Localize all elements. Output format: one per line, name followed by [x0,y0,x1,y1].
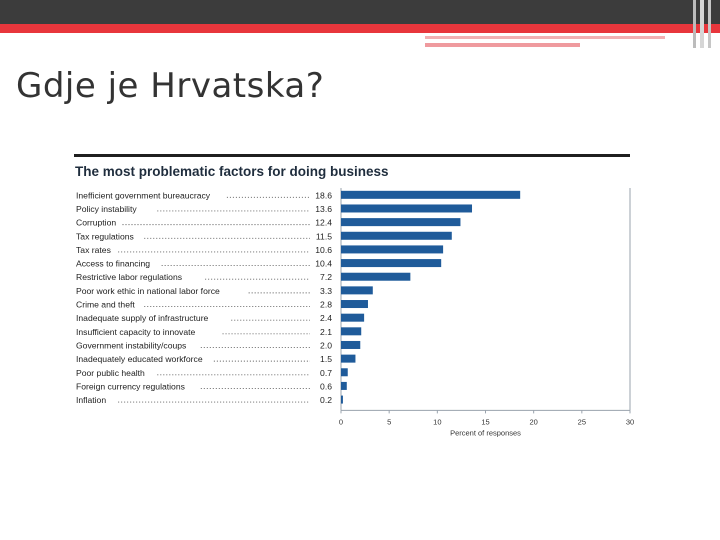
slide-title: Gdje je Hrvatska? [16,66,325,106]
bar [341,204,472,212]
category-label: Crime and theft [76,299,135,310]
bar [341,286,373,294]
bar [341,382,347,390]
chart-container [74,188,634,450]
bar [341,355,355,363]
value-label: 3.3 [320,285,332,296]
value-label: 11.5 [315,231,332,242]
slide-header-bar [0,0,720,24]
bar [341,218,460,226]
category-label: Insufficient capacity to innovate [76,326,196,337]
category-label: Inadequately educated workforce [76,354,203,365]
category-label: Restrictive labor regulations [76,272,183,283]
bar [341,273,410,281]
value-label: 1.5 [320,354,332,365]
x-tick-label: 15 [481,417,490,427]
category-label: Access to financing [76,258,151,269]
category-label: Government instability/coups [76,340,187,351]
value-label: 7.2 [320,272,332,283]
bar [341,232,452,240]
bar [341,341,360,349]
category-label: Inflation [76,395,107,406]
x-tick-label: 5 [387,417,392,427]
bar [341,300,368,308]
bar [341,259,441,267]
decorative-edge-stripe [708,0,711,48]
value-label: 2.4 [320,313,332,324]
x-tick-label: 0 [338,417,344,427]
decorative-edge-stripe [693,0,696,48]
value-label: 18.6 [315,190,332,201]
accent-line-lower [425,43,580,47]
category-label: Poor public health [76,367,145,378]
bar [341,368,348,376]
category-label: Inadequate supply of infrastructure [76,313,209,324]
value-label: 2.1 [320,326,332,337]
x-tick-label: 25 [577,417,587,427]
chart-title: The most problematic factors for doing business [75,164,389,179]
x-axis-label: Percent of responses [450,428,521,438]
value-label: 2.8 [320,299,332,310]
accent-line-upper [425,36,665,39]
x-tick-label: 20 [529,417,538,427]
bar [341,396,343,404]
category-label: Poor work ethic in national labor force [76,285,220,296]
bar [341,327,361,335]
category-label: Foreign currency regulations [76,381,185,392]
value-label: 0.2 [320,395,332,406]
value-label: 13.6 [315,203,332,214]
bar-chart [74,188,634,450]
category-label: Inefficient government bureaucracy [76,190,211,201]
value-label: 12.4 [315,217,332,228]
category-label: Tax regulations [76,231,134,242]
category-label: Corruption [76,217,117,228]
value-label: 2.0 [320,340,332,351]
slide-accent-band [0,24,720,33]
value-label: 0.7 [320,367,332,378]
bar [341,245,443,253]
bar [341,314,364,322]
x-tick-label: 10 [433,417,442,427]
value-label: 0.6 [320,381,332,392]
chart-top-rule [74,154,630,157]
category-label: Policy instability [76,203,137,214]
x-tick-label: 30 [625,417,634,427]
decorative-edge-stripe [700,0,704,48]
value-label: 10.4 [315,258,332,269]
bar [341,191,520,199]
category-label: Tax rates [76,244,111,255]
value-label: 10.6 [315,244,332,255]
